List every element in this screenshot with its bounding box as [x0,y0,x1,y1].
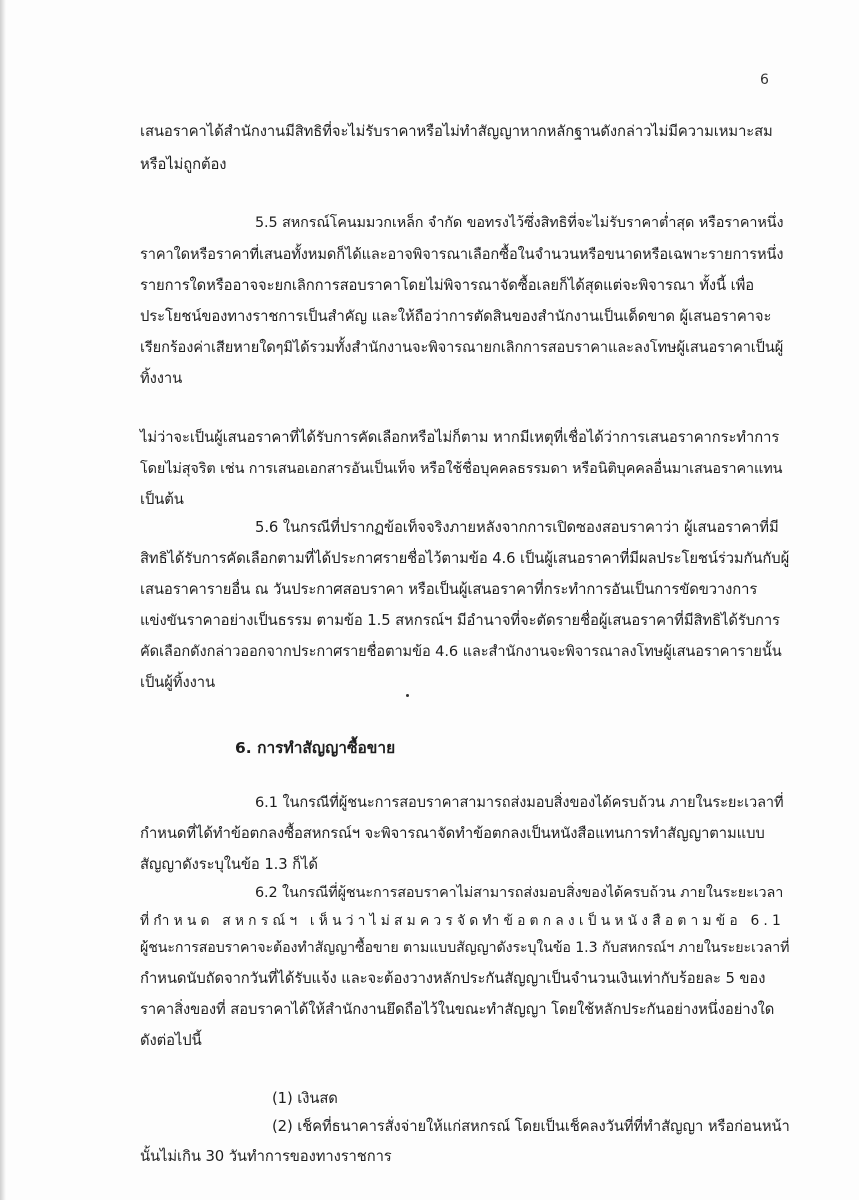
paragraph-line: คัดเลือกดังกล่าวออกจากประกาศรายชื่อตามข้อ 4.6 และสำนักงานจะพิจารณาลงโทษผู้เสนอราคารายนั้น [140,643,782,660]
paragraph-line: ผู้ชนะการสอบราคาจะต้องทำสัญญาซื้อขาย ตามแบบสัญญาดังระบุในข้อ 1.3 กับสหกรณ์ฯ ภายในระยะเวลาที่ [140,940,790,956]
paragraph-line: ประโยชน์ของทางราชการเป็นสำคัญ และให้ถือว่าการตัดสินของสำนักงานเป็นเด็ดขาด ผู้เสนอราคาจะ [140,308,772,325]
paragraph-line: แข่งขันราคาอย่างเป็นธรรม ตามข้อ 1.5 สหกรณ์ฯ มีอำนาจที่จะตัดรายชื่อผู้เสนอราคาที่มีสิทธิได้รับการ [140,612,780,629]
paragraph-line: ที่กำหนด สหกรณ์ฯ เห็นว่าไม่สมควรจัดทำข้อตกลงเป็นหนังสือตามข้อ 6.1 [140,913,785,929]
paragraph-line: เสนอราคาได้สำนักงานมีสิทธิที่จะไม่รับราคาหรือไม่ทำสัญญาหากหลักฐานดังกล่าวไม่มีความเหมาะสม [140,123,773,140]
list-item-cheque: (2) เช็คที่ธนาคารสั่งจ่ายให้แก่สหกรณ์ โดยเป็นเช็คลงวันที่ที่ทำสัญญา หรือก่อนหน้า [272,1118,790,1135]
clause-5-5-line: 5.5 สหกรณ์โคนมมวกเหล็ก จำกัด ขอทรงไว้ซึ่งสิทธิที่จะไม่รับราคาต่ำสุด หรือราคาหนึ่ง [255,215,784,231]
paragraph-line: ราคาสิ่งของที่ สอบราคาได้ให้สำนักงานยึดถือไว้ในขณะทำสัญญา โดยใช้หลักประกันอย่างหนึ่งอย่างใด [140,1001,775,1018]
paragraph-line: เป็นต้น [140,491,184,508]
clause-6-1-line: 6.1 ในกรณีที่ผู้ชนะการสอบราคาสามารถส่งมอบสิ่งของได้ครบถ้วน ภายในระยะเวลาที่ [255,794,784,811]
paragraph-line: กำหนดที่ได้ทำข้อตกลงซื้อสหกรณ์ฯ จะพิจารณาจัดทำข้อตกลงเป็นหนังสือแทนการทำสัญญาตามแบบ [140,825,765,842]
page-number: 6 [760,72,769,88]
paragraph-line: ดังต่อไปนี้ [140,1032,202,1049]
paragraph-line: ราคาใดหรือราคาที่เสนอทั้งหมดก็ได้และอาจพิจารณาเลือกซื้อในจำนวนหรือขนาดหรือเฉพาะรายการหนึ่ง [140,246,784,263]
paragraph-line: โดยไม่สุจริต เช่น การเสนอเอกสารอันเป็นเท็จ หรือใช้ชื่อบุคคลธรรมดา หรือนิติบุคคลอื่นมาเสนอราคาแทน [140,461,783,477]
paragraph-line: รายการใดหรืออาจจะยกเลิกการสอบราคาโดยไม่พิจารณาจัดซื้อเลยก็ได้สุดแต่จะพิจารณา ทั้งนี้ เพื่อ [140,277,755,294]
paragraph-line: เป็นผู้ทิ้งงาน [140,674,215,691]
section-6-heading: 6. การทำสัญญาซื้อขาย [235,739,396,757]
paragraph-line: กำหนดนับถัดจากวันที่ได้รับแจ้ง และจะต้องวางหลักประกันสัญญาเป็นจำนวนเงินเท่ากับร้อยละ 5 ของ [140,970,766,987]
paragraph-line: เสนอราคารายอื่น ณ วันประกาศสอบราคา หรือเป็นผู้เสนอราคาที่กระทำการอันเป็นการขัดขวางการ [140,581,758,598]
paragraph-line: เรียกร้องค่าเสียหายใดๆมิได้รวมทั้งสำนักงานจะพิจารณายกเลิกการสอบราคาและลงโทษผู้เสนอราคาเป็นผู้ [140,339,784,356]
paragraph-line: สิทธิได้รับการคัดเลือกตามที่ได้ประกาศรายชื่อไว้ตามข้อ 4.6 เป็นผู้เสนอราคาที่มีผลประโยชน์ร่วมกันกับผู้ [140,550,790,567]
paragraph-line: สัญญาดังระบุในข้อ 1.3 ก็ได้ [140,856,318,873]
paragraph-line: หรือไม่ถูกต้อง [140,156,227,173]
paragraph-line: ไม่ว่าจะเป็นผู้เสนอราคาที่ได้รับการคัดเลือกหรือไม่ก็ตาม หากมีเหตุที่เชื่อได้ว่าการเสนอราคากระทำการ [140,429,780,446]
paragraph-line: ทิ้งงาน [140,370,183,387]
list-item-cash: (1) เงินสด [272,1090,338,1107]
clause-5-6-line: 5.6 ในกรณีที่ปรากฏข้อเท็จจริงภายหลังจากการเปิดซองสอบราคาว่า ผู้เสนอราคาที่มี [255,519,779,536]
paragraph-line: นั้นไม่เกิน 30 วันทำการของทางราชการ [140,1148,392,1165]
clause-6-2-line: 6.2 ในกรณีที่ผู้ชนะการสอบราคาไม่สามารถส่งมอบสิ่งของได้ครบถ้วน ภายในระยะเวลา [255,885,784,901]
scan-speck [406,694,409,697]
